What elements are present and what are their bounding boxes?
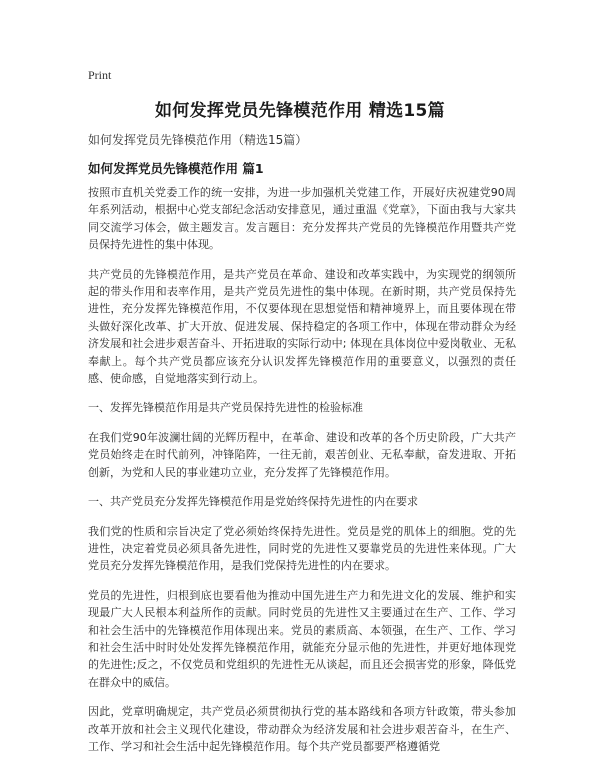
paragraph: 共产党员的先锋模范作用，是共产党员在革命、建设和改革实践中，为实现党的纲领所起的带头作用和表率作用，是共产党员先进性的集中体现。在新时期，共产党员保持先进性，充分发挥先锋模范作用，不仅要体现在思想觉悟和精神境界上，而且要体现在带头做好深化改革、扩大开放、促进发展、保持稳定的各项工作中，体现在带动群众为经济发展和社会进步艰苦奋斗、开拓进取的实际行动中; 体现在具体岗位中爱岗敬业、无私奉献上。每个共产党员都应该充分认识发挥先锋模范作用的重要意义，以强烈的责任感、使命感，自觉地落实到行动上。 (88, 267, 516, 386)
paragraph: 按照市直机关党委工作的统一安排，为进一步加强机关党建工作，开展好庆祝建党90周年系列活动，根据中心党支部纪念活动安排意见，通过重温《党章》，下面由我与大家共同交流学习体会，做主题发言。发言题目：充分发挥共产党员的先锋模范作用暨共产党员保持先进性的集中体现。 (88, 186, 516, 252)
paragraph: 我们党的性质和宗旨决定了党必须始终保持先进性。党员是党的肌体上的细胞。党的先进性，决定着党员必须具备先进性，同时党的先进性又要靠党员的先进性来体现。广大党员充分发挥先锋模范作用，是我们党保持先进性的内在要求。 (88, 524, 516, 573)
paragraph: 因此，党章明确规定，共产党员必须贯彻执行党的基本路线和各项方针政策，带头参加改革开放和社会主义现代化建设，带动群众为经济发展和社会进步艰苦奋斗，在生产、工作、学习和社会生活中起先锋模范作用。每个共产党员都要严格遵循党 (88, 705, 516, 753)
section-heading: 如何发挥党员先锋模范作用 篇1 (88, 161, 264, 176)
document-subtitle: 如何发挥党员先锋模范作用（精选15篇） (88, 133, 308, 147)
document-body (88, 184, 516, 767)
print-link[interactable]: Print (88, 68, 112, 82)
document-title: 如何发挥党员先锋模范作用 精选15篇 (155, 101, 445, 121)
subheading: 一、发挥先锋模范作用是共产党员保持先进性的检验标准 (88, 401, 363, 415)
paragraph: 党员的先进性，归根到底也要看他为推动中国先进生产力和先进文化的发展、维护和实现最广大人民根本利益所作的贡献。同时党员的先进性又主要通过在生产、工作、学习和社会生活中的先锋模范作用体现出来。党员的素质高、本领强，在生产、工作、学习和社会生活中时时处处发挥先锋模范作用，就能充分显示他的先进性，并更好地体现党的先进性;反之，不仅党员和党组织的先进性无从谈起，而且还会损害党的形象，降低党在群众中的威信。 (88, 588, 516, 689)
subheading: 一、共产党员充分发挥先锋模范作用是党始终保持先进性的内在要求 (88, 495, 418, 509)
paragraph: 在我们党90年波澜壮阔的光辉历程中，在革命、建设和改革的各个历史阶段，广大共产党员始终走在时代前列，冲锋陷阵，一往无前，艰苦创业、无私奉献，奋发进取、开拓创新，为党和人民的事业建功立业，充分发挥了先锋模范作用。 (88, 430, 516, 479)
